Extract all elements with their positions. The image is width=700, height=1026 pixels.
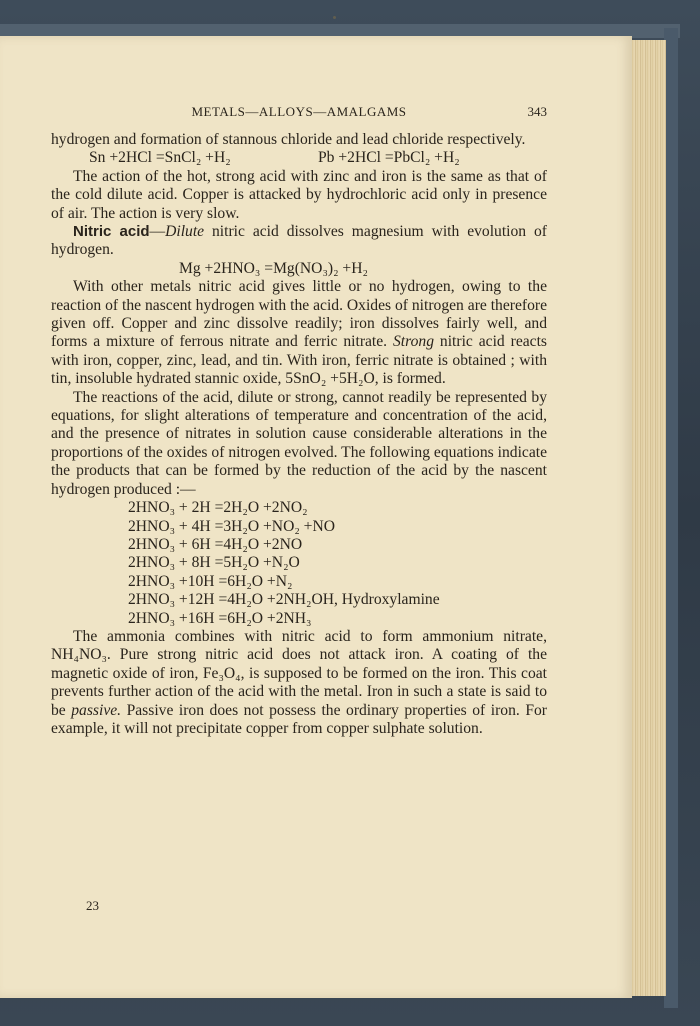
ink-spot [333,16,336,19]
section-heading-nitric-acid: Nitric acid [73,223,150,241]
equation-line: 2HNO₃ + 4H =3H₂O +NO₂ +NO [128,517,335,535]
equation-lead: Pb +2HCl =PbCl₂ +H₂ [318,149,460,167]
equation-line: 2HNO₃ + 8H =5H₂O +N₂O [128,554,300,572]
page-edges [626,40,666,996]
italic-passive: passive. [71,701,122,719]
italic-dilute: Dilute [165,223,205,241]
paragraph-4-start: With other metals nitric acid gives little or no hydrogen, owing to the reaction of the nascent hydrogen with the acid. Oxides of nitrogen are therefore given off. Copper and zinc dissolve readily; iron dissolves fairly well, and forms a mixture of ferrous nitrate and ferric nitrate. [51,278,547,351]
equation-tin: Sn +2HCl =SnCl₂ +H₂ [89,149,231,167]
running-header [51,100,547,126]
paragraph-6-start: The ammonia combines with nitric acid to form ammonium nitrate, NH₄NO₃. Pure strong nitric acid does not attack iron. A coating of the magnetic oxide of iron, Fe₃O₄, is supposed to be formed on the iron. This coat prevents further action of the acid with the metal. Iron in such a state is said to be [51,627,547,719]
equation-line: 2HNO₃ +12H =4H₂O +2NH₂OH, Hydroxylamine [128,591,440,609]
heading-dash: — [149,223,166,241]
page-number: 343 [527,104,547,119]
paragraph-4 [51,278,547,388]
equation-line: 2HNO₃ +16H =6H₂O +2NH₃ [128,609,312,627]
signature-mark: 23 [86,898,99,913]
equation-magnesium: Mg +2HNO₃ =Mg(NO₃)₂ +H₂ [179,259,368,277]
equation-row-1 [51,149,547,167]
paragraph-5: The reactions of the acid, dilute or strong, cannot readily be represented by equations, for slight alterations of temperature and concentration of the acid, and the presence of nitrates in solution cause considerable alterations in the proportions of the oxides of nitrogen evolved. The following equations indicate the products that can be formed by the reduction of the acid by the nascent hydrogen produced :— [51,388,547,498]
paragraph-6-end: Passive iron does not possess the ordinary properties of iron. For example, it will not precipitate copper from copper sulphate solution. [51,701,547,737]
paragraph-4-end: nitric acid reacts with iron, copper, zinc, lead, and tin. With iron, ferric nitrate is obtained ; with tin, insoluble hydrated stannic oxide, 5SnO₂ +5H₂O, is formed. [51,333,547,388]
nitric-acid-equations [128,499,547,628]
italic-strong: Strong [393,333,435,351]
equation-line: 2HNO₃ + 6H =4H₂O +2NO [128,535,303,553]
paragraph-nitric-acid [51,223,547,260]
page-text-block [51,100,547,738]
running-header-title: METALS—ALLOYS—AMALGAMS [191,104,407,119]
paragraph-1: hydrogen and formation of stannous chloride and lead chloride respectively. [51,131,526,148]
paragraph-6 [51,628,547,738]
equation-line: 2HNO₃ + 2H =2H₂O +2NO₂ [128,499,308,517]
equation-line: 2HNO₃ +10H =6H₂O +N₂ [128,572,293,590]
cover-side-edge [664,28,678,1008]
paragraph-3-rest: nitric acid dissolves magnesium with evolution of hydrogen. [51,223,547,259]
paragraph-2: The action of the hot, strong acid with zinc and iron is the same as that of the cold dilute acid. Copper is attacked by hydrochloric acid only in presence of air. The action is very slow. [51,167,547,222]
